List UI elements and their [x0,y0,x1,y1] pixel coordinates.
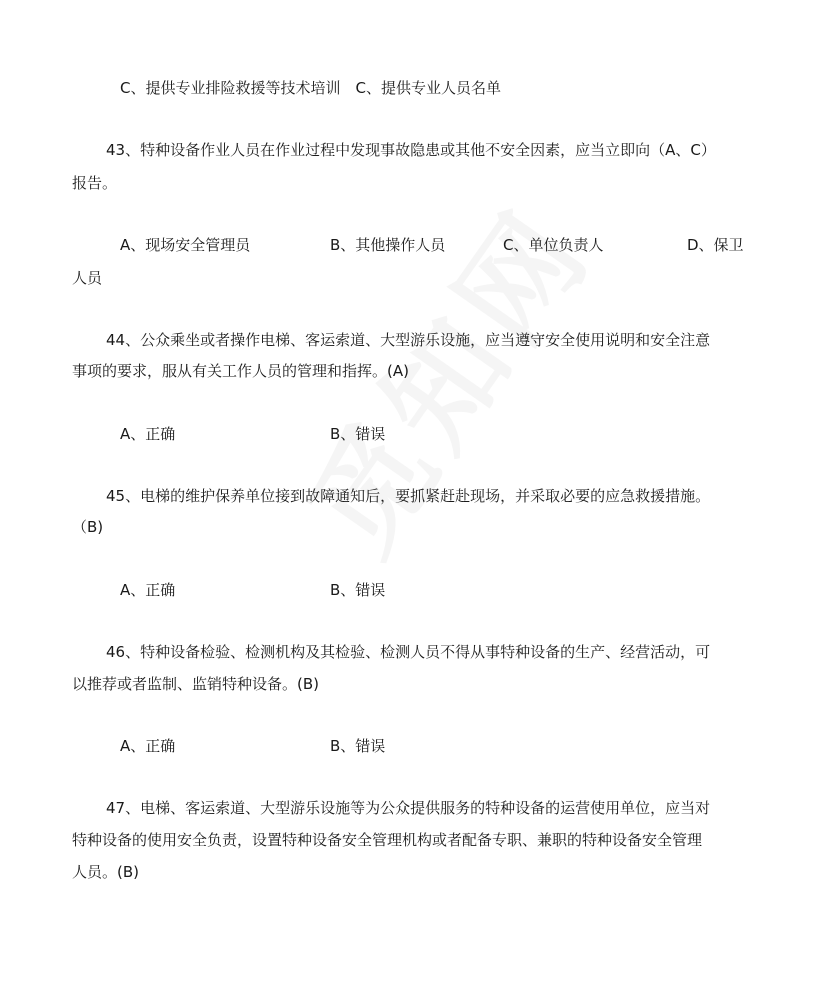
question-43-line1: 43、特种设备作业人员在作业过程中发现事故隐患或其他不安全因素，应当立即向（A、C） [106,141,716,159]
question-44-line1: 44、公众乘坐或者操作电梯、客运索道、大型游乐设施，应当遵守安全使用说明和安全注意 [106,331,711,349]
option-b: B、错误 [330,425,386,443]
question-45-line1: 45、电梯的维护保养单位接到故障通知后，要抓紧赶赴现场，并采取必要的应急救援措施。 [106,487,711,505]
option-b: B、错误 [330,581,386,599]
option-a: A、正确 [120,581,176,599]
question-45-line2: （B) [72,518,104,536]
question-47-line1: 47、电梯、客运索道、大型游乐设施等为公众提供服务的特种设备的运营使用单位，应当对 [106,799,711,817]
question-46-line2: 以推荐或者监制、监销特种设备。(B) [72,675,319,693]
option-b: B、其他操作人员 [330,236,446,254]
option-b: B、错误 [330,737,386,755]
q42-options: C、提供专业排险救援等技术培训 C、提供专业人员名单 [120,79,501,97]
option-a: A、现场安全管理员 [120,236,251,254]
option-d: D、保卫 [687,236,744,254]
option-d-cont: 人员 [72,269,103,287]
question-44-line2: 事项的要求，服从有关工作人员的管理和指挥。(A) [72,362,409,380]
question-47-line2: 特种设备的使用安全负责，设置特种设备安全管理机构或者配备专职、兼职的特种设备安全管理 [72,831,703,849]
option-c: C、单位负责人 [503,236,604,254]
option-a: A、正确 [120,425,176,443]
question-43-line2: 报告。 [72,174,118,192]
question-47-line3: 人员。(B) [72,863,139,881]
option-a: A、正确 [120,737,176,755]
question-46-line1: 46、特种设备检验、检测机构及其检验、检测人员不得从事特种设备的生产、经营活动，可 [106,643,711,661]
